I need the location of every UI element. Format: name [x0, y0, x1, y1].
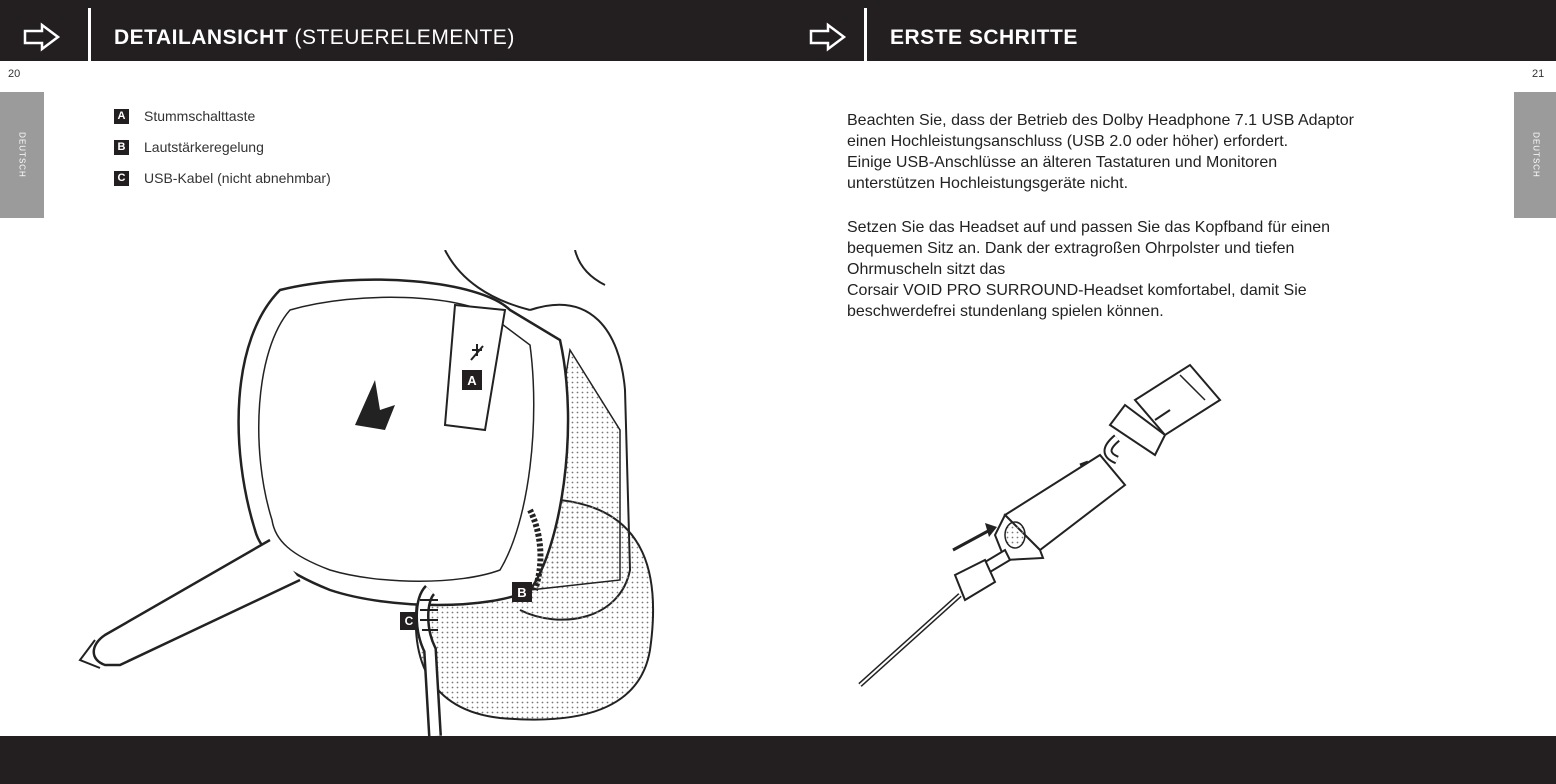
language-tab-left — [0, 92, 44, 218]
right-title-bold: ERSTE SCHRITTE — [890, 26, 1078, 49]
headset-illustration — [60, 250, 680, 736]
legend-item — [114, 106, 331, 126]
text-line: beschwerdefrei stundenlang spielen können. — [847, 303, 1164, 320]
callout-a-badge: A — [462, 370, 482, 390]
intro-paragraph — [847, 110, 1487, 194]
left-title-light: (STEUERELEMENTE) — [294, 26, 515, 49]
legend-badge: B — [114, 140, 129, 155]
text-line: Ohrmuscheln sitzt das — [847, 261, 1006, 278]
text-line: einen Hochleistungsanschluss (USB 2.0 oder höher) erfordert. — [847, 133, 1289, 150]
bottom-footer-bar — [0, 736, 1556, 784]
text-line: Beachten Sie, dass der Betrieb des Dolby Headphone 7.1 USB Adaptor — [847, 112, 1354, 129]
legend-badge: A — [114, 109, 129, 124]
fit-paragraph — [847, 217, 1487, 322]
callout-c-badge: C — [400, 612, 418, 630]
arrow-right-icon — [808, 22, 848, 52]
text-line: bequemen Sitz an. Dank der extragroßen Ohrpolster und tiefen — [847, 240, 1295, 257]
language-tab-right — [1514, 92, 1556, 218]
page-number-right: 21 — [1532, 68, 1545, 80]
left-page-title — [114, 26, 515, 50]
text-line: unterstützen Hochleistungsgeräte nicht. — [847, 175, 1129, 192]
legend-label: Lautstärkeregelung — [144, 139, 264, 155]
legend-label: Stummschalttaste — [144, 108, 256, 124]
arrow-right-icon — [22, 22, 62, 52]
page-number-left: 20 — [8, 68, 21, 80]
text-line: Corsair VOID PRO SURROUND-Headset komfortabel, damit Sie — [847, 282, 1307, 299]
usb-adaptor-illustration — [855, 360, 1235, 690]
text-line: Setzen Sie das Headset auf und passen Sie das Kopfband für einen — [847, 219, 1331, 236]
header-divider — [864, 8, 867, 61]
controls-legend — [114, 106, 331, 199]
language-tab-label: DEUTSCH — [1531, 132, 1541, 178]
callout-b-badge: B — [512, 582, 532, 602]
text-line: Einige USB-Anschlüsse an älteren Tastaturen und Monitoren — [847, 154, 1278, 171]
language-tab-label: DEUTSCH — [17, 132, 27, 178]
right-page-title — [890, 26, 1078, 50]
legend-badge: C — [114, 171, 129, 186]
legend-item — [114, 168, 331, 188]
left-title-bold: DETAILANSICHT — [114, 26, 289, 49]
header-divider — [88, 8, 91, 61]
legend-item — [114, 137, 331, 157]
legend-label: USB-Kabel (nicht abnehmbar) — [144, 170, 331, 186]
